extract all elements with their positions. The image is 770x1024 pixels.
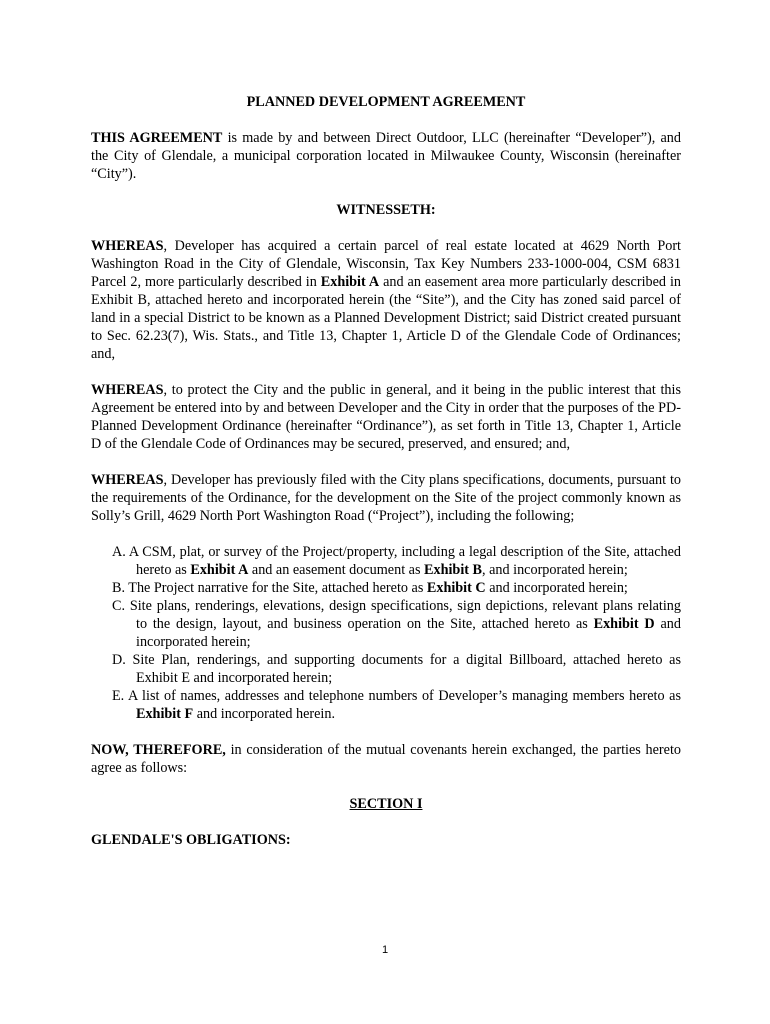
list-item-a [91, 543, 681, 579]
list-item-e [91, 687, 681, 723]
item-a-exhibit-a: Exhibit A [190, 562, 249, 578]
whereas-1-text-a: , Developer has acquired a certain parcel of real estate located at 4629 North Port Washington Road in the City of Glendale, Wisconsin, Tax Key Numbers 233-1000-004, CSM 6831 Parcel 2, more particularly described in [91, 238, 681, 290]
whereas-paragraph-2 [91, 381, 681, 453]
item-a-text-3: , and incorporated herein; [482, 562, 628, 578]
whereas-3-text: , Developer has previously filed with the City plans specifications, documents, pursuant to the requirements of the Ordinance, for the development on the Site of the project commonly known as Solly’s Grill, 4629 North Port Washington Road (“Project”), including the following; [91, 472, 681, 524]
witnesseth-heading: WITNESSETH: [336, 202, 436, 218]
whereas-2-text: , to protect the City and the public in general, and it being in the public interest that this Agreement be entered into by and between Developer and the City in order that the purposes of the PD-Planned Development Ordinance (hereinafter “Ordinance”), as set forth in Title 13, Chapter 1, Article D of the Glendale Code of Ordinances may be secured, preserved, and ensured; and, [91, 382, 681, 452]
whereas-3-lead: WHEREAS [91, 472, 164, 488]
list-item-c [91, 597, 681, 651]
therefore-text: in consideration of the mutual covenants herein exchanged, the parties hereto agree as follows: [91, 742, 681, 776]
item-e-text-2: and incorporated herein. [193, 706, 335, 722]
item-e-exhibit-f: Exhibit F [136, 706, 194, 722]
whereas-1-lead: WHEREAS [91, 238, 164, 254]
item-c-exhibit-d: Exhibit D [593, 616, 655, 632]
whereas-2-lead: WHEREAS [91, 382, 164, 398]
item-a-exhibit-b: Exhibit B [424, 562, 483, 578]
item-e-text-1: E. A list of names, addresses and telephone numbers of Developer’s managing members hereto as [112, 688, 681, 704]
item-c-text-2: and incorporated herein; [136, 616, 681, 650]
list-item-d [91, 651, 681, 687]
whereas-paragraph-3 [91, 471, 681, 525]
obligations-heading: GLENDALE'S OBLIGATIONS: [91, 832, 291, 848]
document-page [91, 93, 681, 849]
whereas-1-exhibit-a: Exhibit A [320, 274, 380, 290]
item-b-text-1: B. The Project narrative for the Site, attached hereto as [112, 580, 427, 596]
therefore-lead: NOW, THEREFORE, [91, 742, 226, 758]
intro-lead: THIS AGREEMENT [91, 130, 223, 146]
item-a-text-1: A. A CSM, plat, or survey of the Project/property, including a legal description of the Site, attached hereto as [112, 544, 681, 578]
item-d-text-1: D. Site Plan, renderings, and supporting documents for a digital Billboard, attached hereto as Exhibit E and incorporated herein; [112, 652, 681, 686]
intro-text: is made by and between Direct Outdoor, LLC (hereinafter “Developer”), and the City of Glendale, a municipal corporation located in Milwaukee County, Wisconsin (hereinafter “City”). [91, 130, 681, 182]
item-c-text-1: C. Site plans, renderings, elevations, design specifications, sign depictions, relevant plans relating to the design, layout, and business operation on the Site, attached hereto as [112, 598, 681, 632]
document-title: PLANNED DEVELOPMENT AGREEMENT [246, 94, 526, 110]
item-a-text-2: and an easement document as [248, 562, 425, 578]
list-item-b [91, 579, 681, 597]
section-title: SECTION I [349, 796, 423, 812]
page-number: 1 [381, 944, 389, 956]
whereas-paragraph-1 [91, 237, 681, 363]
exhibit-list [91, 543, 681, 723]
therefore-paragraph [91, 741, 681, 777]
intro-paragraph [91, 129, 681, 183]
item-b-exhibit-c: Exhibit C [426, 580, 486, 596]
item-b-text-2: and incorporated herein; [485, 580, 628, 596]
whereas-1-text-b: and an easement area more particularly described in Exhibit B, attached hereto and incorporated herein (the “Site”), and the City has zoned said parcel of land in a special District to be known as a Planned Development District; said District created pursuant to Sec. 62.23(7), Wis. Stats., and Title 13, Chapter 1, Article D of the Glendale Code of Ordinances; and, [91, 274, 681, 362]
